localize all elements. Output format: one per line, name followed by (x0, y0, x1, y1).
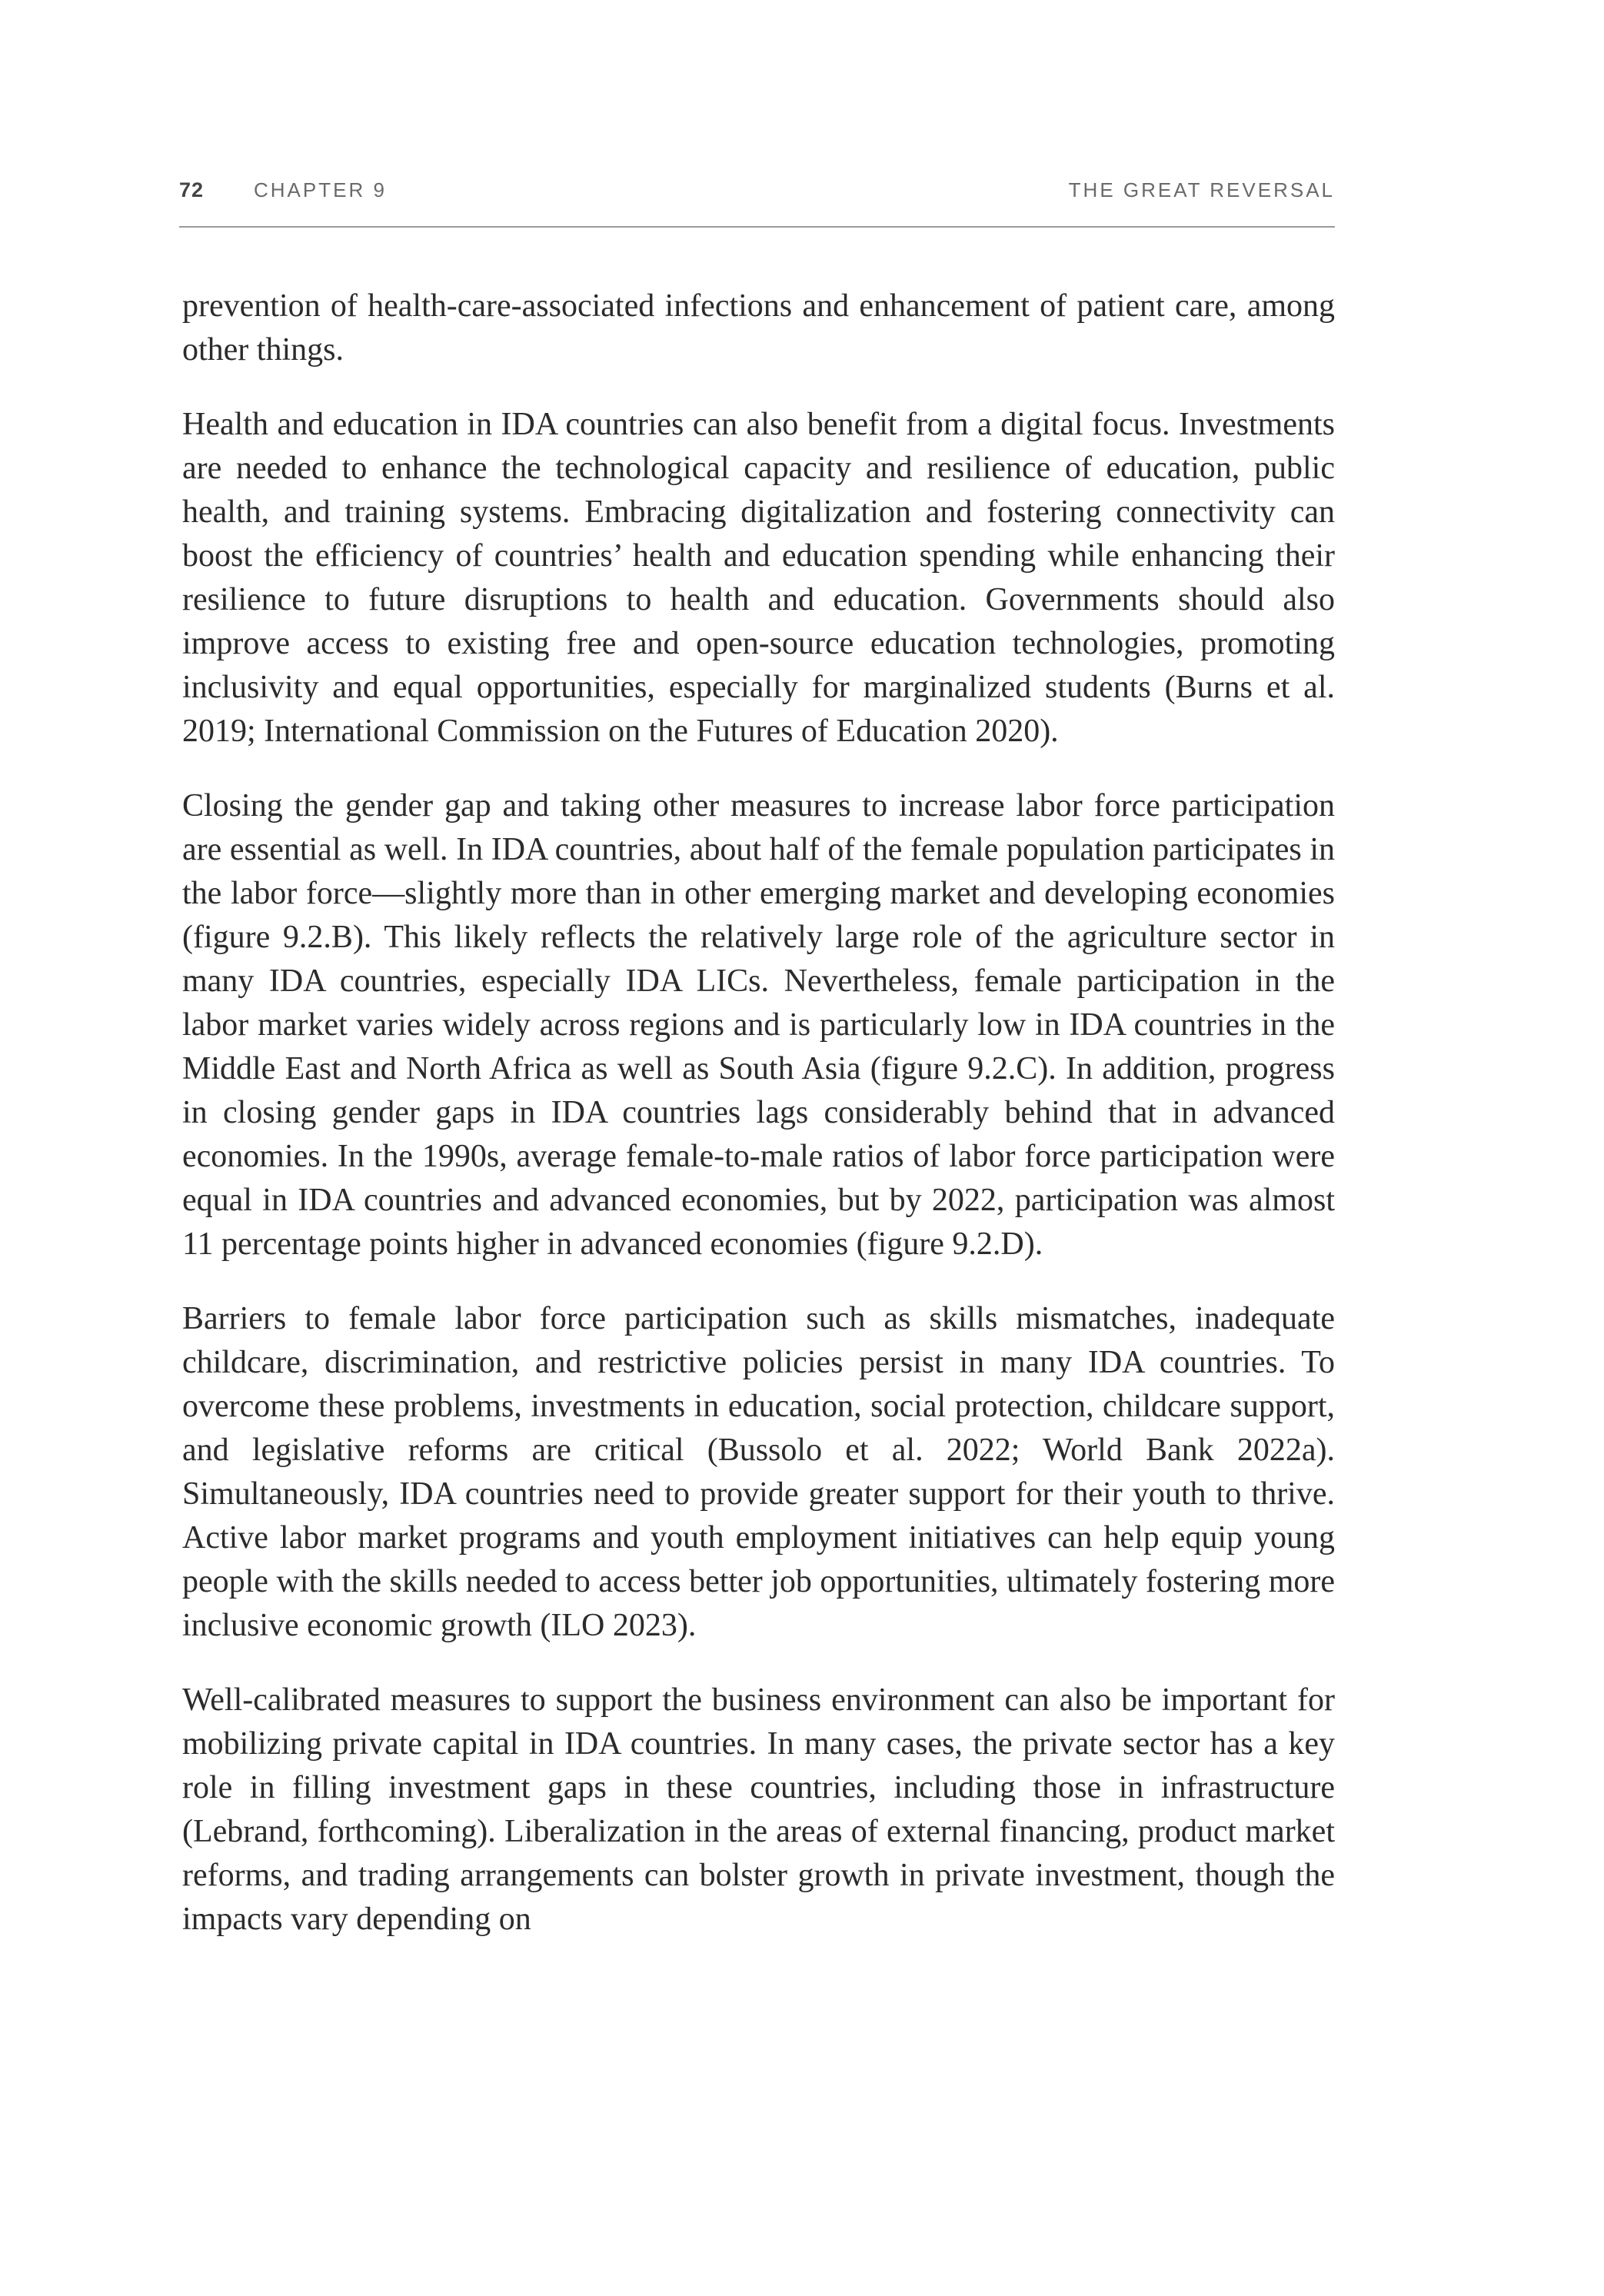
running-title: THE GREAT REVERSAL (1068, 178, 1335, 201)
running-header (179, 178, 1335, 228)
chapter-label: CHAPTER 9 (254, 178, 387, 201)
paragraph: Well-calibrated measures to support the business environment can also be important for mobilizing private capital in IDA countries. In many cases, the private sector has a key role in filling investment gaps in these countries, including those in infrastructure (Lebrand, forthcoming). Liberalization in the areas of external financing, product market reforms, and trading arrangements can bolster growth in private investment, though the impacts vary depending on (182, 1682, 1335, 1937)
paragraph: Closing the gender gap and taking other measures to increase labor force participation are essential as well. In IDA countries, about half of the female population participates in the labor force—slightly more than in other emerging market and developing economies (figure 9.2.B). This likely reflects the relatively large role of the agriculture sector in many IDA countries, especially IDA LICs. Nevertheless, female participation in the labor market varies widely across regions and is particularly low in IDA countries in the Middle East and North Africa as well as South Asia (figure 9.2.C). In addition, progress in closing gender gaps in IDA countries lags considerably behind that in advanced economies. In the 1990s, average female-to-male ratios of labor force participation were equal in IDA countries and advanced economies, but by 2022, participation was almost 11 percentage points higher in advanced economies (figure 9.2.D). (182, 788, 1335, 1262)
paragraph: Barriers to female labor force participation such as skills mismatches, inadequate childcare, discrimination, and restrictive policies persist in many IDA countries. To overcome these problems, investments in education, social protection, childcare support, and legislative reforms are critical (Bussolo et al. 2022; World Bank 2022a). Simultaneously, IDA countries need to provide greater support for their youth to thrive. Active labor market programs and youth employment initiatives can help equip young people with the skills needed to access better job opportunities, ultimately fostering more inclusive economic growth (ILO 2023). (182, 1301, 1335, 1643)
body-text (182, 285, 1335, 1972)
page-number: 72 (179, 178, 205, 201)
paragraph: prevention of health-care-associated infections and enhancement of patient care, among other things. (182, 288, 1335, 368)
paragraph: Health and education in IDA countries can also benefit from a digital focus. Investments are needed to enhance the technological capacity and resilience of education, public health, and training systems. Embracing digitalization and fostering connectivity can boost the efficiency of countries’ health and education spending while enhancing their resilience to future disruptions to health and education. Governments should also improve access to existing free and open-source education technologies, promoting inclusivity and equal opportunities, especially for marginalized students (Burns et al. 2019; International Commission on the Futures of Education 2020). (182, 407, 1335, 749)
